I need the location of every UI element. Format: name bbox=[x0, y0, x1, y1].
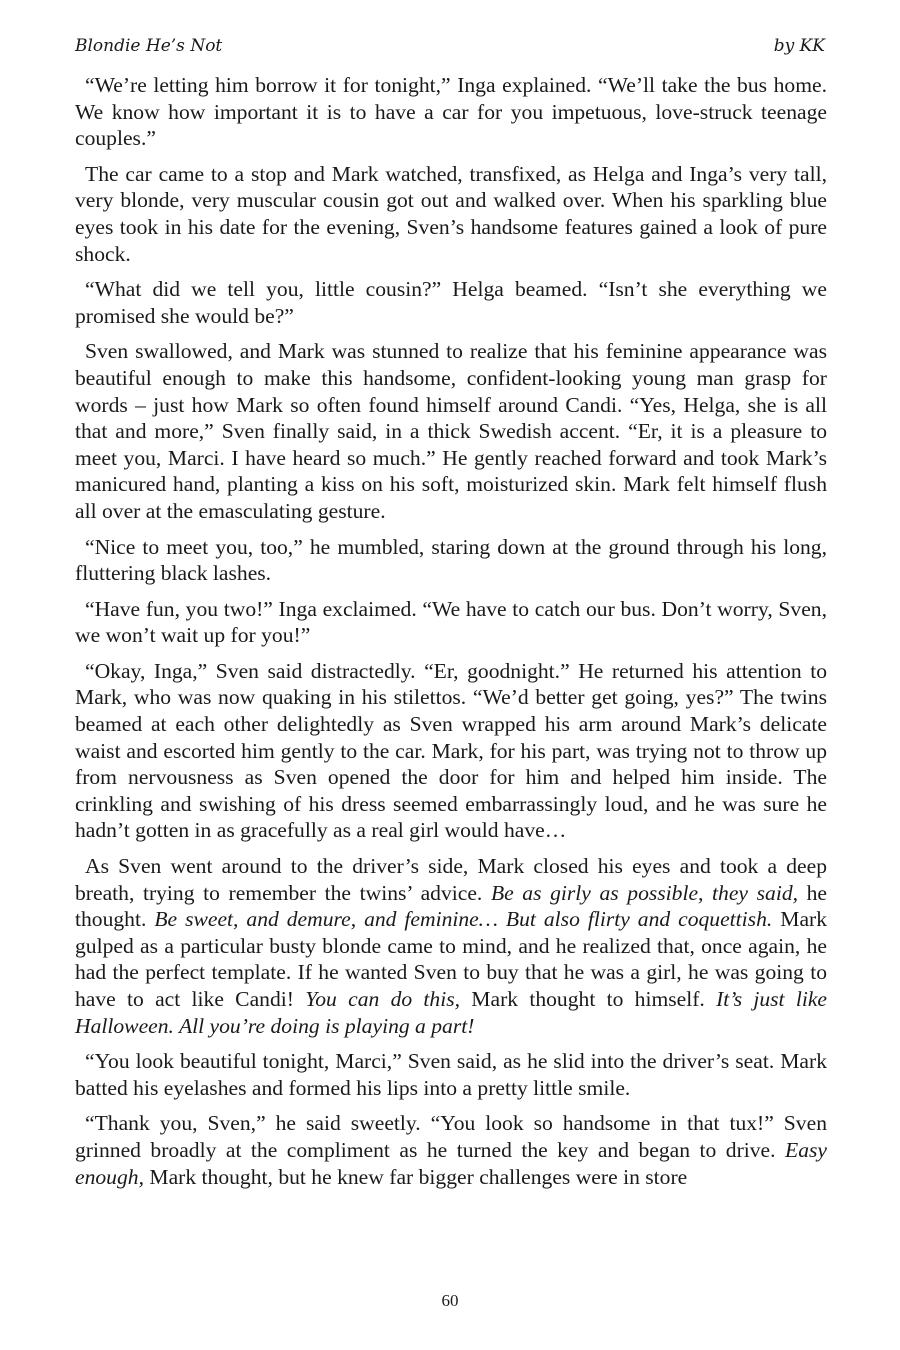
paragraph bbox=[75, 853, 827, 1039]
text-run: Sven swallowed, and Mark was stunned to realize that his feminine appearance was beautiful enough to make this handsome, confident-looking young man grasp for words – just how Mark so often found himself around Candi. “Yes, Helga, she is all that and more,” Sven finally said, in a thick Swedish accent. “Er, it is a pleasure to meet you, Marci. I have heard so much.” He gently reached forward and took Mark’s manicured hand, planting a kiss on his soft, moisturized skin. Mark felt himself flush all over at the emasculating gesture. bbox=[75, 339, 827, 523]
page-number: 60 bbox=[441, 1291, 459, 1310]
text-run: “You look beautiful tonight, Marci,” Sven said, as he slid into the driver’s seat. Mark batted his eyelashes and formed his lips into a pretty little smile. bbox=[75, 1049, 827, 1100]
paragraph bbox=[75, 72, 827, 152]
paragraph bbox=[75, 161, 827, 267]
text-run: “We’re letting him borrow it for tonight,” Inga explained. “We’ll take the bus home. We know how important it is to have a car for you impetuous, love-struck teenage couples.” bbox=[75, 73, 827, 151]
paragraph bbox=[75, 338, 827, 524]
page-body bbox=[75, 72, 827, 1199]
paragraph bbox=[75, 1048, 827, 1101]
text-run: As Sven went around to the driver’s side, Mark closed his eyes and took a deep breath, trying to remember the twins’ advice. bbox=[75, 854, 827, 905]
running-header bbox=[75, 36, 825, 56]
text-run: “Have fun, you two!” Inga exclaimed. “We have to catch our bus. Don’t worry, Sven, we won’t wait up for you!” bbox=[75, 596, 827, 648]
text-run: “Nice to meet you, too,” he mumbled, staring down at the ground through his long, fluttering black lashes. bbox=[75, 534, 827, 586]
text-run: The car came to a stop and Mark watched, transfixed, as Helga and Inga’s very tall, very blonde, very muscular cousin got out and walked over. When his sparkling blue eyes took in his date for the evening, Sven’s handsome features gained a look of pure shock. bbox=[75, 161, 827, 266]
italic-text-run: Easy enough, bbox=[75, 1137, 827, 1189]
text-run: Mark thought to himself. bbox=[460, 987, 717, 1011]
book-author: by KK bbox=[773, 36, 825, 56]
text-run: “What did we tell you, little cousin?” Helga beamed. “Isn’t she everything we promised she would be?” bbox=[75, 277, 827, 328]
italic-text-run: Be as girly as possible, they said, bbox=[490, 880, 799, 905]
paragraph bbox=[75, 658, 827, 844]
text-run: he thought. bbox=[75, 880, 827, 932]
text-run: Mark gulped as a particular busty blonde came to mind, and he realized that, once again, he had the perfect template. If he wanted Sven to buy that he was a girl, he was going to have to act like Candi! bbox=[75, 907, 828, 1011]
paragraph bbox=[75, 534, 827, 587]
text-run: “Thank you, Sven,” he said sweetly. “You look so handsome in that tux!” Sven grinned broadly at the compliment as he turned the key and began to drive. bbox=[75, 1111, 827, 1162]
italic-text-run: Be sweet, and demure, and feminine… But also flirty and coquettish. bbox=[154, 907, 773, 932]
italic-text-run: It’s just like Halloween. All you’re doing is playing a part! bbox=[75, 987, 827, 1038]
book-title: Blondie He’s Not bbox=[75, 36, 223, 56]
paragraph bbox=[75, 1110, 827, 1190]
page-footer bbox=[0, 1291, 900, 1311]
italic-text-run: You can do this, bbox=[305, 987, 461, 1011]
paragraph bbox=[75, 276, 827, 329]
text-run: “Okay, Inga,” Sven said distractedly. “Er, goodnight.” He returned his attention to Mark, who was now quaking in his stilettos. “We’d better get going, yes?” The twins beamed at each other delightedly as Sven wrapped his arm around Mark’s delicate waist and escorted him gently to the car. Mark, for his part, was trying not to throw up from nervousness as Sven opened the door for him and helped him inside. The crinkling and swishing of his dress seemed embarrassingly loud, and he was sure he hadn’t gotten in as gracefully as a real girl would have… bbox=[75, 658, 827, 843]
paragraph bbox=[75, 596, 827, 649]
text-run: Mark thought, but he knew far bigger challenges were in store bbox=[143, 1164, 688, 1189]
